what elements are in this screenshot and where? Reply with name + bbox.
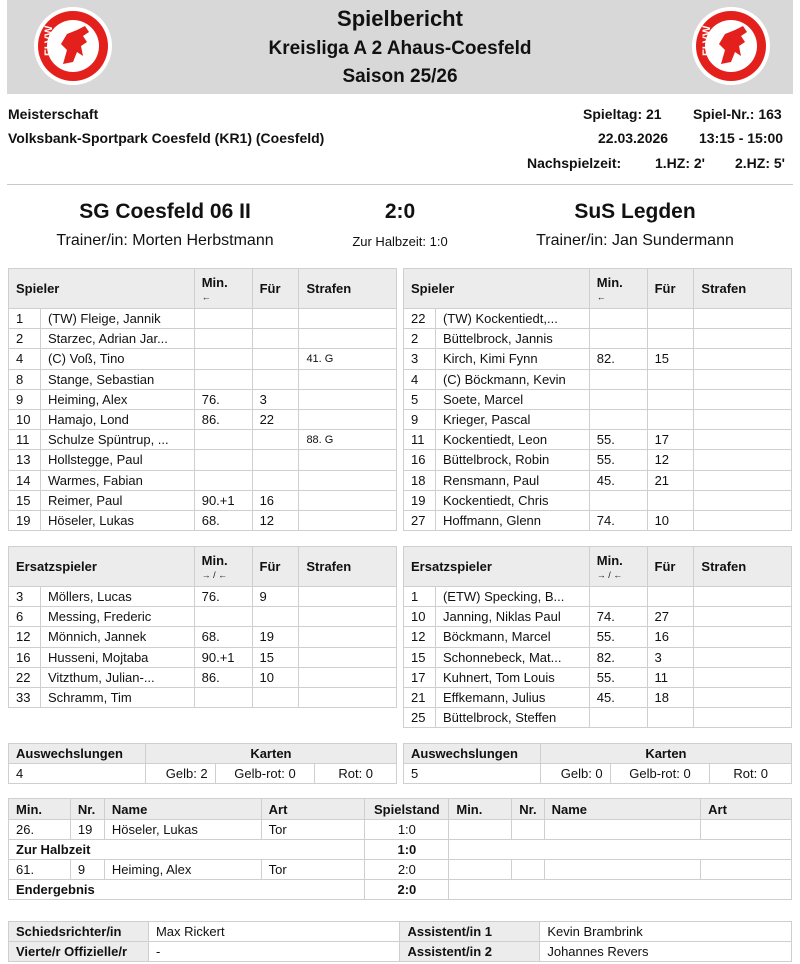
player-strafen [694, 389, 792, 409]
player-min: 90.+1 [194, 490, 252, 510]
player-nr: 8 [9, 369, 41, 389]
player-strafen [299, 510, 397, 530]
player-name: Warmes, Fabian [40, 470, 194, 490]
player-nr: 19 [404, 490, 436, 510]
player-fuer: 10 [252, 667, 299, 687]
halftime-row: Zur Halbzeit 1:0 [9, 840, 792, 860]
player-fuer [252, 470, 299, 490]
player-name: Büttelbrock, Jannis [435, 329, 589, 349]
ass1-label: Assistent/in 1 [400, 922, 540, 942]
player-min: 74. [589, 607, 647, 627]
player-nr: 13 [9, 450, 41, 470]
flvw-logo [33, 6, 113, 86]
player-row [404, 647, 792, 667]
match-date: 22.03.2026 [598, 130, 669, 146]
player-nr: 2 [404, 329, 436, 349]
player-fuer: 17 [647, 430, 694, 450]
player-name: Hamajo, Lond [40, 409, 194, 429]
player-strafen [299, 647, 397, 667]
player-row [9, 409, 397, 429]
player-nr: 4 [404, 369, 436, 389]
player-nr: 22 [404, 309, 436, 329]
player-strafen [299, 587, 397, 607]
player-strafen [299, 470, 397, 490]
player-fuer [252, 450, 299, 470]
player-nr: 19 [9, 510, 41, 530]
header-strafen: Strafen [694, 269, 792, 309]
match-time: 13:15 - 15:00 [699, 130, 784, 146]
player-min [194, 470, 252, 490]
header-strafen: Strafen [299, 269, 397, 309]
table-header [404, 269, 792, 309]
player-min [589, 309, 647, 329]
player-min: 68. [194, 627, 252, 647]
spiel-nr: Spiel-Nr.: 163 [693, 106, 782, 122]
player-strafen [299, 409, 397, 429]
away-trainer: Trainer/in: Jan Sundermann [536, 232, 734, 249]
table-header [404, 547, 792, 587]
away-subs-table [403, 546, 792, 728]
header-spieler: Spieler [404, 269, 590, 309]
player-name: (ETW) Specking, B... [435, 587, 589, 607]
player-strafen [694, 607, 792, 627]
player-name: Stange, Sebastian [40, 369, 194, 389]
player-name: Böckmann, Marcel [435, 627, 589, 647]
player-strafen: 88. G [299, 430, 397, 450]
player-name: Höseler, Lukas [40, 510, 194, 530]
player-min [194, 369, 252, 389]
player-min [589, 587, 647, 607]
player-strafen: 41. G [299, 349, 397, 369]
player-name: (C) Böckmann, Kevin [435, 369, 589, 389]
player-nr: 3 [404, 349, 436, 369]
player-nr: 22 [9, 667, 41, 687]
events-table [8, 798, 792, 900]
player-fuer: 18 [647, 687, 694, 707]
player-strafen [694, 409, 792, 429]
player-min [589, 708, 647, 728]
player-strafen [694, 647, 792, 667]
player-strafen [299, 607, 397, 627]
home-rot: Rot: 0 [315, 764, 397, 784]
player-min [589, 389, 647, 409]
player-nr: 10 [404, 607, 436, 627]
away-rot: Rot: 0 [710, 764, 792, 784]
player-strafen [299, 490, 397, 510]
player-nr: 25 [404, 708, 436, 728]
table-header [9, 269, 397, 309]
player-name: Hollstegge, Paul [40, 450, 194, 470]
away-gelbrot: Gelb-rot: 0 [610, 764, 710, 784]
player-name: (TW) Fleige, Jannik [40, 309, 194, 329]
player-name: Kuhnert, Tom Louis [435, 667, 589, 687]
header-spieler: Spieler [9, 269, 195, 309]
player-fuer [647, 708, 694, 728]
player-name: Soete, Marcel [435, 389, 589, 409]
player-name: Hoffmann, Glenn [435, 510, 589, 530]
player-strafen [694, 708, 792, 728]
player-row [404, 587, 792, 607]
player-min: 55. [589, 667, 647, 687]
player-name: Schramm, Tim [40, 687, 194, 707]
player-strafen [694, 510, 792, 530]
player-nr: 27 [404, 510, 436, 530]
vierter-value: - [148, 942, 400, 962]
karten-label: Karten [145, 744, 396, 764]
player-row [9, 430, 397, 450]
player-fuer: 9 [252, 587, 299, 607]
player-nr: 9 [404, 409, 436, 429]
player-min [194, 607, 252, 627]
divider [7, 184, 793, 185]
player-row [9, 490, 397, 510]
player-fuer [647, 409, 694, 429]
schiri-label: Schiedsrichter/in [9, 922, 149, 942]
player-row [404, 687, 792, 707]
away-team-name: SuS Legden [574, 200, 696, 223]
player-strafen [694, 667, 792, 687]
player-nr: 21 [404, 687, 436, 707]
player-min: 86. [194, 409, 252, 429]
player-row [9, 607, 397, 627]
player-strafen [299, 329, 397, 349]
player-nr: 17 [404, 667, 436, 687]
svg-text:FLVW: FLVW [701, 25, 713, 56]
header-min: Min. ← [194, 269, 252, 309]
player-nr: 5 [404, 389, 436, 409]
report-header [7, 0, 793, 94]
player-fuer [252, 369, 299, 389]
player-row [9, 587, 397, 607]
player-fuer: 15 [647, 349, 694, 369]
player-min: 55. [589, 627, 647, 647]
home-gelb: Gelb: 2 [145, 764, 215, 784]
player-fuer [252, 329, 299, 349]
player-strafen [694, 490, 792, 510]
player-nr: 16 [9, 647, 41, 667]
home-players-table [8, 268, 397, 531]
player-nr: 18 [404, 470, 436, 490]
nachspielzeit-label: Nachspielzeit: [527, 155, 622, 171]
player-nr: 4 [9, 349, 41, 369]
player-strafen [299, 667, 397, 687]
player-name: Möllers, Lucas [40, 587, 194, 607]
header-fuer: Für [647, 269, 694, 309]
player-row [9, 510, 397, 530]
player-fuer: 3 [647, 647, 694, 667]
home-subs-count: 4 [9, 764, 146, 784]
player-name: Schonnebeck, Mat... [435, 647, 589, 667]
player-strafen [694, 687, 792, 707]
player-row [404, 510, 792, 530]
player-row [404, 470, 792, 490]
header-min: Min. → / ← [589, 547, 647, 587]
player-name: Schulze Spüntrup, ... [40, 430, 194, 450]
away-summary-table [403, 743, 792, 784]
player-fuer: 21 [647, 470, 694, 490]
player-strafen [694, 450, 792, 470]
events-header: Min. Nr. Name Art Spielstand Min. Nr. Name Art [9, 799, 792, 820]
player-fuer: 12 [252, 510, 299, 530]
header-ersatzspieler: Ersatzspieler [404, 547, 590, 587]
final-row: Endergebnis 2:0 [9, 880, 792, 900]
competition-type: Meisterschaft [8, 106, 99, 122]
player-nr: 11 [404, 430, 436, 450]
home-team-name: SG Coesfeld 06 II [79, 200, 251, 223]
player-min: 55. [589, 430, 647, 450]
player-min [194, 450, 252, 470]
player-min [589, 490, 647, 510]
player-name: Messing, Frederic [40, 607, 194, 627]
player-fuer [647, 369, 694, 389]
player-min: 86. [194, 667, 252, 687]
player-fuer: 27 [647, 607, 694, 627]
player-row [9, 687, 397, 707]
player-min [194, 430, 252, 450]
player-min: 55. [589, 450, 647, 470]
away-players-table [403, 268, 792, 531]
header-fuer: Für [252, 269, 299, 309]
player-row [9, 369, 397, 389]
player-fuer [252, 309, 299, 329]
header-min: Min. ← [589, 269, 647, 309]
player-name: Heiming, Alex [40, 389, 194, 409]
player-name: Krieger, Pascal [435, 409, 589, 429]
player-strafen [299, 389, 397, 409]
player-name: Rensmann, Paul [435, 470, 589, 490]
player-nr: 9 [9, 389, 41, 409]
header-fuer: Für [252, 547, 299, 587]
player-min: 68. [194, 510, 252, 530]
player-min [589, 409, 647, 429]
player-row [9, 667, 397, 687]
player-row [9, 647, 397, 667]
player-nr: 15 [9, 490, 41, 510]
player-fuer [647, 490, 694, 510]
player-nr: 16 [404, 450, 436, 470]
header-strafen: Strafen [694, 547, 792, 587]
nachspielzeit-hz1: 1.HZ: 2' [655, 155, 706, 171]
player-min: 76. [194, 389, 252, 409]
player-row [404, 490, 792, 510]
auswechslungen-label: Auswechslungen [404, 744, 541, 764]
player-strafen [694, 329, 792, 349]
away-gelb: Gelb: 0 [540, 764, 610, 784]
player-name: Kockentiedt, Leon [435, 430, 589, 450]
player-nr: 1 [404, 587, 436, 607]
player-row [404, 667, 792, 687]
player-min: 45. [589, 470, 647, 490]
player-strafen [694, 587, 792, 607]
player-fuer [252, 430, 299, 450]
player-name: Mönnich, Jannek [40, 627, 194, 647]
event-row: 61. 9 Heiming, Alex Tor 2:0 [9, 860, 792, 880]
player-nr: 33 [9, 687, 41, 707]
ass2-label: Assistent/in 2 [400, 942, 540, 962]
player-min: 90.+1 [194, 647, 252, 667]
player-row [9, 627, 397, 647]
header-fuer: Für [647, 547, 694, 587]
player-fuer [252, 349, 299, 369]
player-name: (TW) Kockentiedt,... [435, 309, 589, 329]
player-fuer: 3 [252, 389, 299, 409]
player-row [9, 309, 397, 329]
player-row [404, 409, 792, 429]
player-nr: 3 [9, 587, 41, 607]
player-fuer [647, 587, 694, 607]
player-min: 82. [589, 647, 647, 667]
player-fuer [647, 309, 694, 329]
player-strafen [299, 450, 397, 470]
ass1-value: Kevin Brambrink [540, 922, 792, 942]
flvw-logo [691, 6, 771, 86]
player-row [404, 309, 792, 329]
player-nr: 11 [9, 430, 41, 450]
player-strafen [694, 627, 792, 647]
auswechslungen-label: Auswechslungen [9, 744, 146, 764]
player-min [589, 369, 647, 389]
halftime-score: Zur Halbzeit: 1:0 [352, 234, 448, 249]
home-subs-table [8, 546, 397, 708]
player-row [404, 607, 792, 627]
player-nr: 2 [9, 329, 41, 349]
player-name: Reimer, Paul [40, 490, 194, 510]
player-name: Büttelbrock, Steffen [435, 708, 589, 728]
player-strafen [299, 369, 397, 389]
player-fuer: 22 [252, 409, 299, 429]
home-trainer: Trainer/in: Morten Herbstmann [56, 232, 274, 249]
report-title: Spielbericht [337, 6, 463, 31]
player-row [404, 627, 792, 647]
player-nr: 1 [9, 309, 41, 329]
player-min [194, 329, 252, 349]
player-row [404, 369, 792, 389]
player-row [404, 708, 792, 728]
player-nr: 15 [404, 647, 436, 667]
final-score: 2:0 [384, 200, 416, 223]
vierter-label: Vierte/r Offizielle/r [9, 942, 149, 962]
player-min: 74. [589, 510, 647, 530]
player-row [404, 430, 792, 450]
header-strafen: Strafen [299, 547, 397, 587]
player-nr: 12 [9, 627, 41, 647]
nachspielzeit-hz2: 2.HZ: 5' [735, 155, 786, 171]
home-gelbrot: Gelb-rot: 0 [215, 764, 315, 784]
player-nr: 12 [404, 627, 436, 647]
player-min [589, 329, 647, 349]
player-fuer: 11 [647, 667, 694, 687]
player-row [9, 470, 397, 490]
player-fuer: 19 [252, 627, 299, 647]
player-strafen [694, 470, 792, 490]
player-fuer: 16 [647, 627, 694, 647]
player-fuer [252, 687, 299, 707]
event-row: 26. 19 Höseler, Lukas Tor 1:0 [9, 820, 792, 840]
player-row [404, 349, 792, 369]
league-name: Kreisliga A 2 Ahaus-Coesfeld [268, 38, 532, 59]
header-ersatzspieler: Ersatzspieler [9, 547, 195, 587]
player-strafen [694, 430, 792, 450]
player-min: 82. [589, 349, 647, 369]
player-name: Kirch, Kimi Fynn [435, 349, 589, 369]
player-name: Büttelbrock, Robin [435, 450, 589, 470]
player-fuer: 15 [252, 647, 299, 667]
home-summary-table [8, 743, 397, 784]
player-row [404, 329, 792, 349]
player-row [404, 389, 792, 409]
player-name: (C) Voß, Tino [40, 349, 194, 369]
venue: Volksbank-Sportpark Coesfeld (KR1) (Coesfeld) [8, 130, 325, 146]
player-name: Husseni, Mojtaba [40, 647, 194, 667]
player-strafen [694, 349, 792, 369]
ass2-value: Johannes Revers [540, 942, 792, 962]
table-header [9, 547, 397, 587]
player-row [9, 389, 397, 409]
player-min: 45. [589, 687, 647, 707]
spieltag: Spieltag: 21 [583, 106, 662, 122]
player-row [9, 349, 397, 369]
header-min: Min. → / ← [194, 547, 252, 587]
player-min [194, 349, 252, 369]
player-strafen [299, 627, 397, 647]
player-strafen [694, 369, 792, 389]
player-row [9, 450, 397, 470]
player-row [9, 329, 397, 349]
player-strafen [299, 687, 397, 707]
player-name: Starzec, Adrian Jar... [40, 329, 194, 349]
player-fuer [647, 389, 694, 409]
player-name: Effkemann, Julius [435, 687, 589, 707]
season-label: Saison 25/26 [342, 66, 458, 87]
player-min [194, 309, 252, 329]
player-nr: 10 [9, 409, 41, 429]
player-nr: 14 [9, 470, 41, 490]
karten-label: Karten [540, 744, 791, 764]
player-name: Vitzthum, Julian-... [40, 667, 194, 687]
player-min: 76. [194, 587, 252, 607]
player-name: Kockentiedt, Chris [435, 490, 589, 510]
away-subs-count: 5 [404, 764, 541, 784]
player-row [404, 450, 792, 470]
player-fuer: 16 [252, 490, 299, 510]
officials-table [8, 921, 792, 962]
player-fuer [252, 607, 299, 627]
player-fuer [647, 329, 694, 349]
player-min [194, 687, 252, 707]
player-name: Janning, Niklas Paul [435, 607, 589, 627]
player-nr: 6 [9, 607, 41, 627]
player-strafen [299, 309, 397, 329]
player-fuer: 10 [647, 510, 694, 530]
svg-text:FLVW: FLVW [43, 25, 55, 56]
player-strafen [694, 309, 792, 329]
schiri-value: Max Rickert [148, 922, 400, 942]
player-fuer: 12 [647, 450, 694, 470]
